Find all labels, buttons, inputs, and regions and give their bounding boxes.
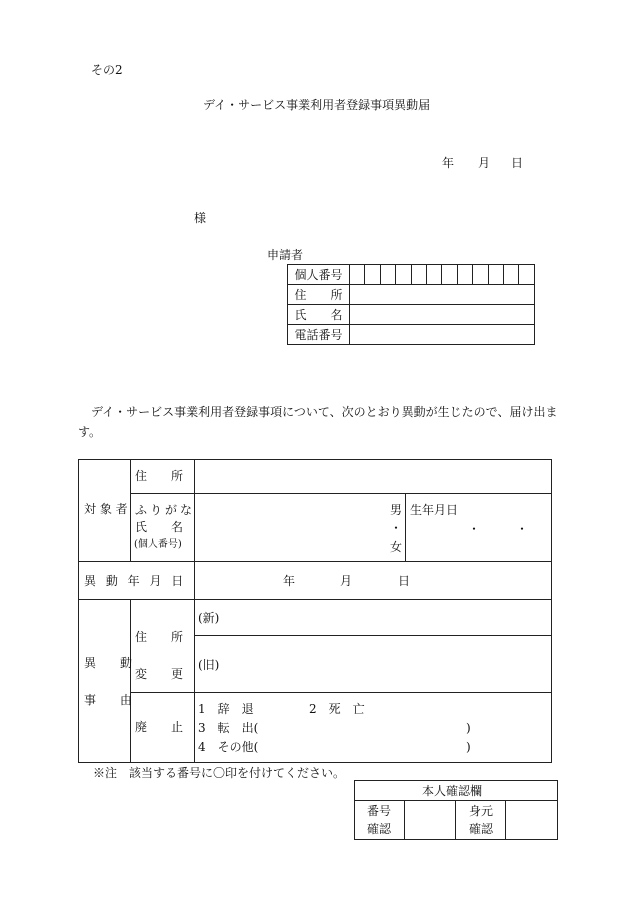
change-date-year[interactable]: 年 [283,574,296,588]
digit-cell[interactable] [365,265,380,285]
individual-number-note: (個人番号) [134,539,182,550]
option-move-out[interactable]: 3 転 出( [198,721,259,735]
confirm-col-line [505,800,506,839]
change-date-month[interactable]: 月 [340,574,353,588]
applicant-phone-row [288,325,535,345]
col-line [130,599,131,762]
option-withdraw[interactable]: 1 辞 退 [198,702,254,716]
digit-cell[interactable] [473,265,488,285]
applicant-number-row [288,265,535,285]
number-confirm-b: 確認 [367,822,392,836]
date-day: 日 [511,156,524,170]
applicant-address-field[interactable] [349,285,534,305]
applicant-phone-field[interactable] [349,325,534,345]
intro-line-2: す。 [78,425,102,439]
option-move-out-close: ) [466,721,471,735]
digit-cell[interactable] [396,265,411,285]
applicant-name-label: 氏 名 [288,305,350,325]
address-change-label-a: 住 所 [135,630,184,644]
confirm-heading: 本人確認欄 [422,784,483,798]
col-line [405,493,406,561]
identity-confirm-a: 身元 [469,804,494,818]
individual-number-label: 個人番号 [288,265,350,285]
sex-female[interactable]: 女 [390,540,403,554]
option-other[interactable]: 4 その他( [198,740,259,754]
applicant-table [287,264,535,345]
reason-label-b: 事 由 [84,693,133,707]
change-date-day[interactable]: 日 [398,574,411,588]
old-address-label: (旧) [198,658,220,672]
option-death[interactable]: 2 死 亡 [309,702,365,716]
change-date-label: 異 動 年 月 日 [84,574,187,588]
digit-cell[interactable] [457,265,472,285]
document-title: デイ・サービス事業利用者登録事項異動届 [203,98,431,112]
number-confirm-field[interactable] [406,802,454,837]
digit-cell[interactable] [519,265,535,285]
recipient-suffix: 様 [194,211,207,225]
subject-address-field[interactable] [196,461,548,491]
applicant-address-label: 住 所 [288,285,350,305]
confirm-col-line [404,800,405,839]
date-year: 年 [442,156,455,170]
identity-confirm-b: 確認 [469,822,494,836]
digit-cell[interactable] [504,265,519,285]
subject-address-label: 住 所 [135,469,184,483]
applicant-name-field[interactable] [349,305,534,325]
digit-cell[interactable] [442,265,457,285]
birth-date-label: 生年月日 [410,503,459,517]
row-line [78,561,551,562]
sex-male[interactable]: 男 [390,503,403,517]
intro-line-1: デイ・サービス事業利用者登録事項について、次のとおり異動が生じたので、届け出ま [91,405,558,419]
col-line [130,459,131,561]
furigana-label: ふりがな [135,503,196,517]
applicant-address-row [288,285,535,305]
date-month: 月 [478,156,491,170]
reason-label-a: 異 動 [84,656,133,670]
subject-label: 対 象 者 [84,502,128,516]
option-other-close: ) [466,740,471,754]
birth-date-dots[interactable]: ・ ・ [468,522,529,536]
sex-dot: ・ [390,521,403,535]
new-address-label: (新) [198,611,220,625]
subject-name-label: 氏 名 [135,520,184,534]
digit-cell[interactable] [411,265,426,285]
row-line [194,635,551,636]
applicant-phone-label: 電話番号 [288,325,350,345]
new-address-field[interactable] [226,601,548,633]
identity-confirm-field[interactable] [507,802,555,837]
old-address-field[interactable] [226,637,548,690]
address-change-label-b: 変 更 [135,667,184,681]
digit-cell[interactable] [380,265,395,285]
note: ※注 該当する番号に〇印を付けてください。 [93,766,346,780]
number-confirm-a: 番号 [367,804,392,818]
subject-name-field[interactable] [196,495,386,559]
applicant-name-row [288,305,535,325]
digit-cell[interactable] [488,265,503,285]
row-line [78,599,551,600]
applicant-heading: 申請者 [267,248,304,262]
confirm-col-line [455,800,456,839]
digit-cell[interactable] [349,265,364,285]
doc-number: その2 [91,63,123,77]
digit-cell[interactable] [427,265,442,285]
abolish-label: 廃 止 [135,720,184,734]
